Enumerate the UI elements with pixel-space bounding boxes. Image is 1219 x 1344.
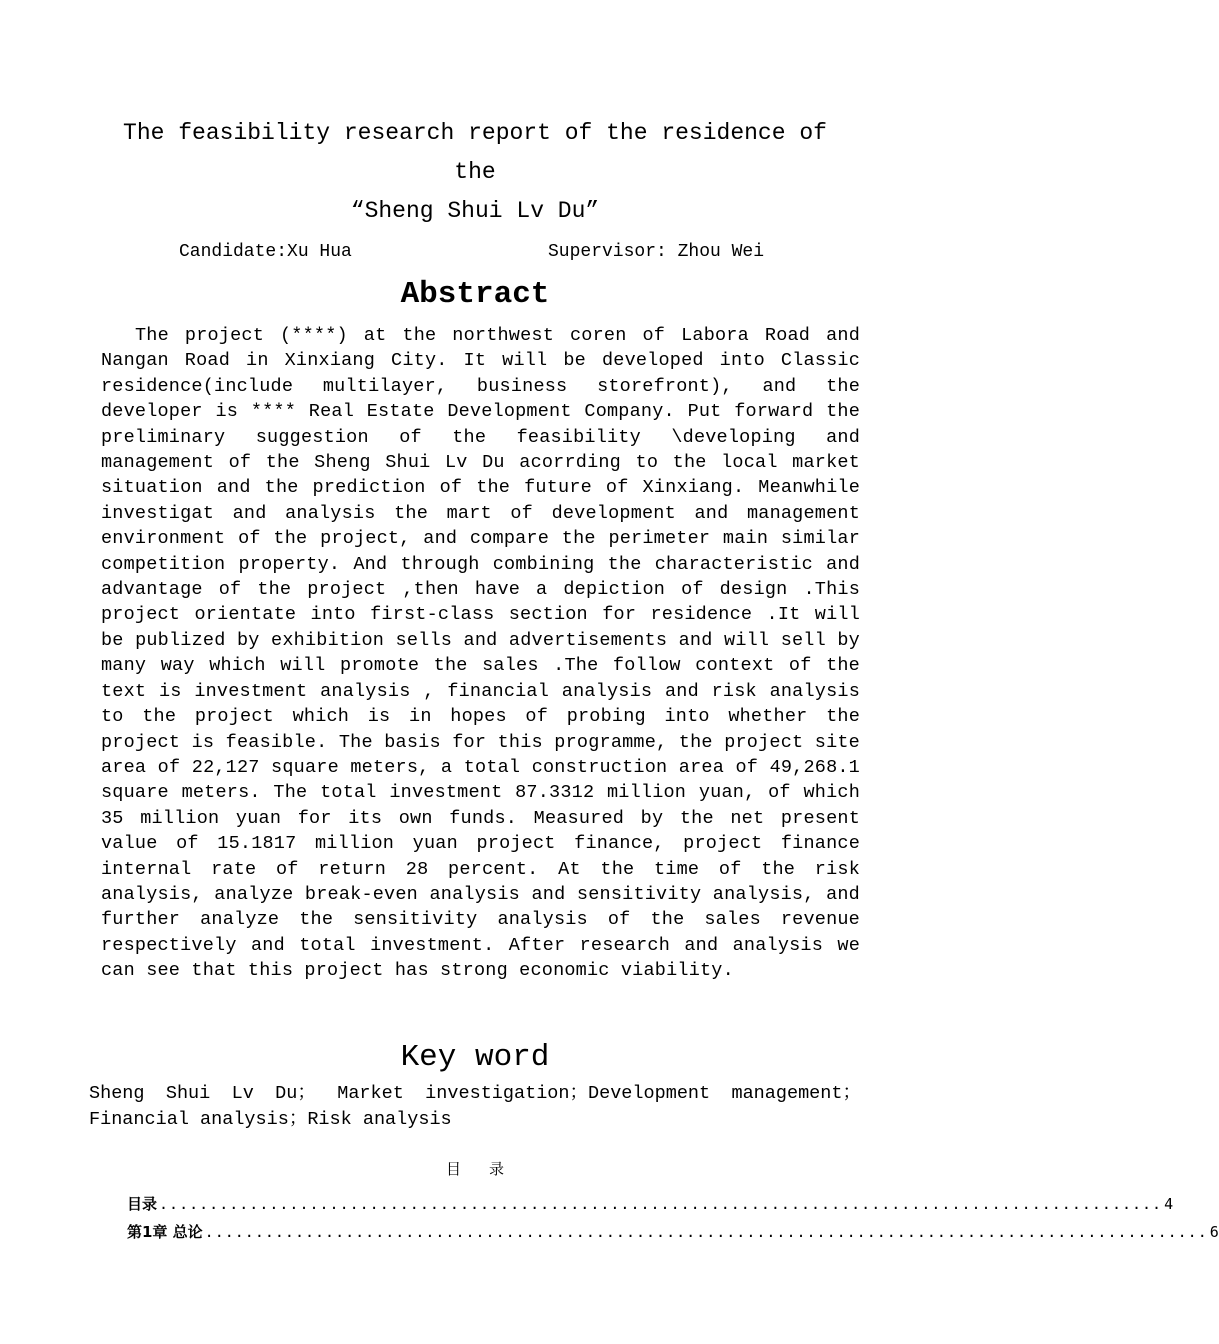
- toc-leader-dots: ....................................................................................................: [159, 1195, 1163, 1213]
- toc-leader-dots: ....................................................................................................: [204, 1223, 1208, 1241]
- toc-entry-page: 4: [1164, 1195, 1174, 1213]
- toc-entry-label: 目录: [127, 1195, 158, 1213]
- title-line-2: the: [454, 159, 496, 185]
- toc-entry-chapter-1[interactable]: [127, 1221, 1219, 1249]
- report-title: [100, 114, 850, 231]
- supervisor-name: Supervisor: Zhou Wei: [548, 242, 765, 262]
- abstract-body: The project (****) at the northwest coren of Labora Road and Nangan Road in Xinxiang City. It will be developed into Classic residence(include multilayer, business storefront), and the developer is **** Real Estate Development Company. Put forward the preliminary suggestion of the feasibility \developing and management of the Sheng Shui Lv Du acorrding to the local market situation and the prediction of the future of Xinxiang. Meanwhile investigat and analysis the mart of development and management environment of the project, and compare the perimeter main similar competition property. And through combining the characteristic and advantage of the project ,then have a depiction of design .This project orientate into first-class section for residence .It will be publized by exhibition sells and advertisements and will sell by many way which will promote the sales .The follow context of the text is investment analysis , financial analysis and risk analysis to the project which is in hopes of probing into whether the project is feasible. The basis for this programme, the project site area of 22,127 square meters, a total construction area of 49,268.1 square meters. The total investment 87.3312 million yuan, of which 35 million yuan for its own funds. Measured by the net present value of 15.1817 million yuan project finance, project finance internal rate of return 28 percent. At the time of the risk analysis, analyze break-even analysis and sensitivity analysis, and further analyze the sensitivity analysis of the sales revenue respectively and total investment. After research and analysis we can see that this project has strong economic viability.: [101, 325, 860, 982]
- keyword-heading: Key word: [400, 1040, 550, 1075]
- toc-entry-label: 第1章 总论: [127, 1223, 203, 1241]
- title-line-1: The feasibility research report of the residence of: [123, 120, 827, 146]
- abstract-heading: Abstract: [400, 277, 550, 312]
- toc-title: 目录: [445, 1160, 532, 1178]
- keyword-list: Sheng Shui Lv Du； Market investigation；Development management；Financial analysis；Risk analysis: [89, 1083, 861, 1130]
- title-line-3: “Sheng Shui Lv Du”: [350, 198, 600, 224]
- toc-entry-page: 6: [1209, 1223, 1219, 1241]
- table-of-contents: [127, 1193, 1219, 1249]
- toc-entry-contents[interactable]: [127, 1193, 1174, 1221]
- candidate-name: Candidate:Xu Hua: [179, 242, 352, 262]
